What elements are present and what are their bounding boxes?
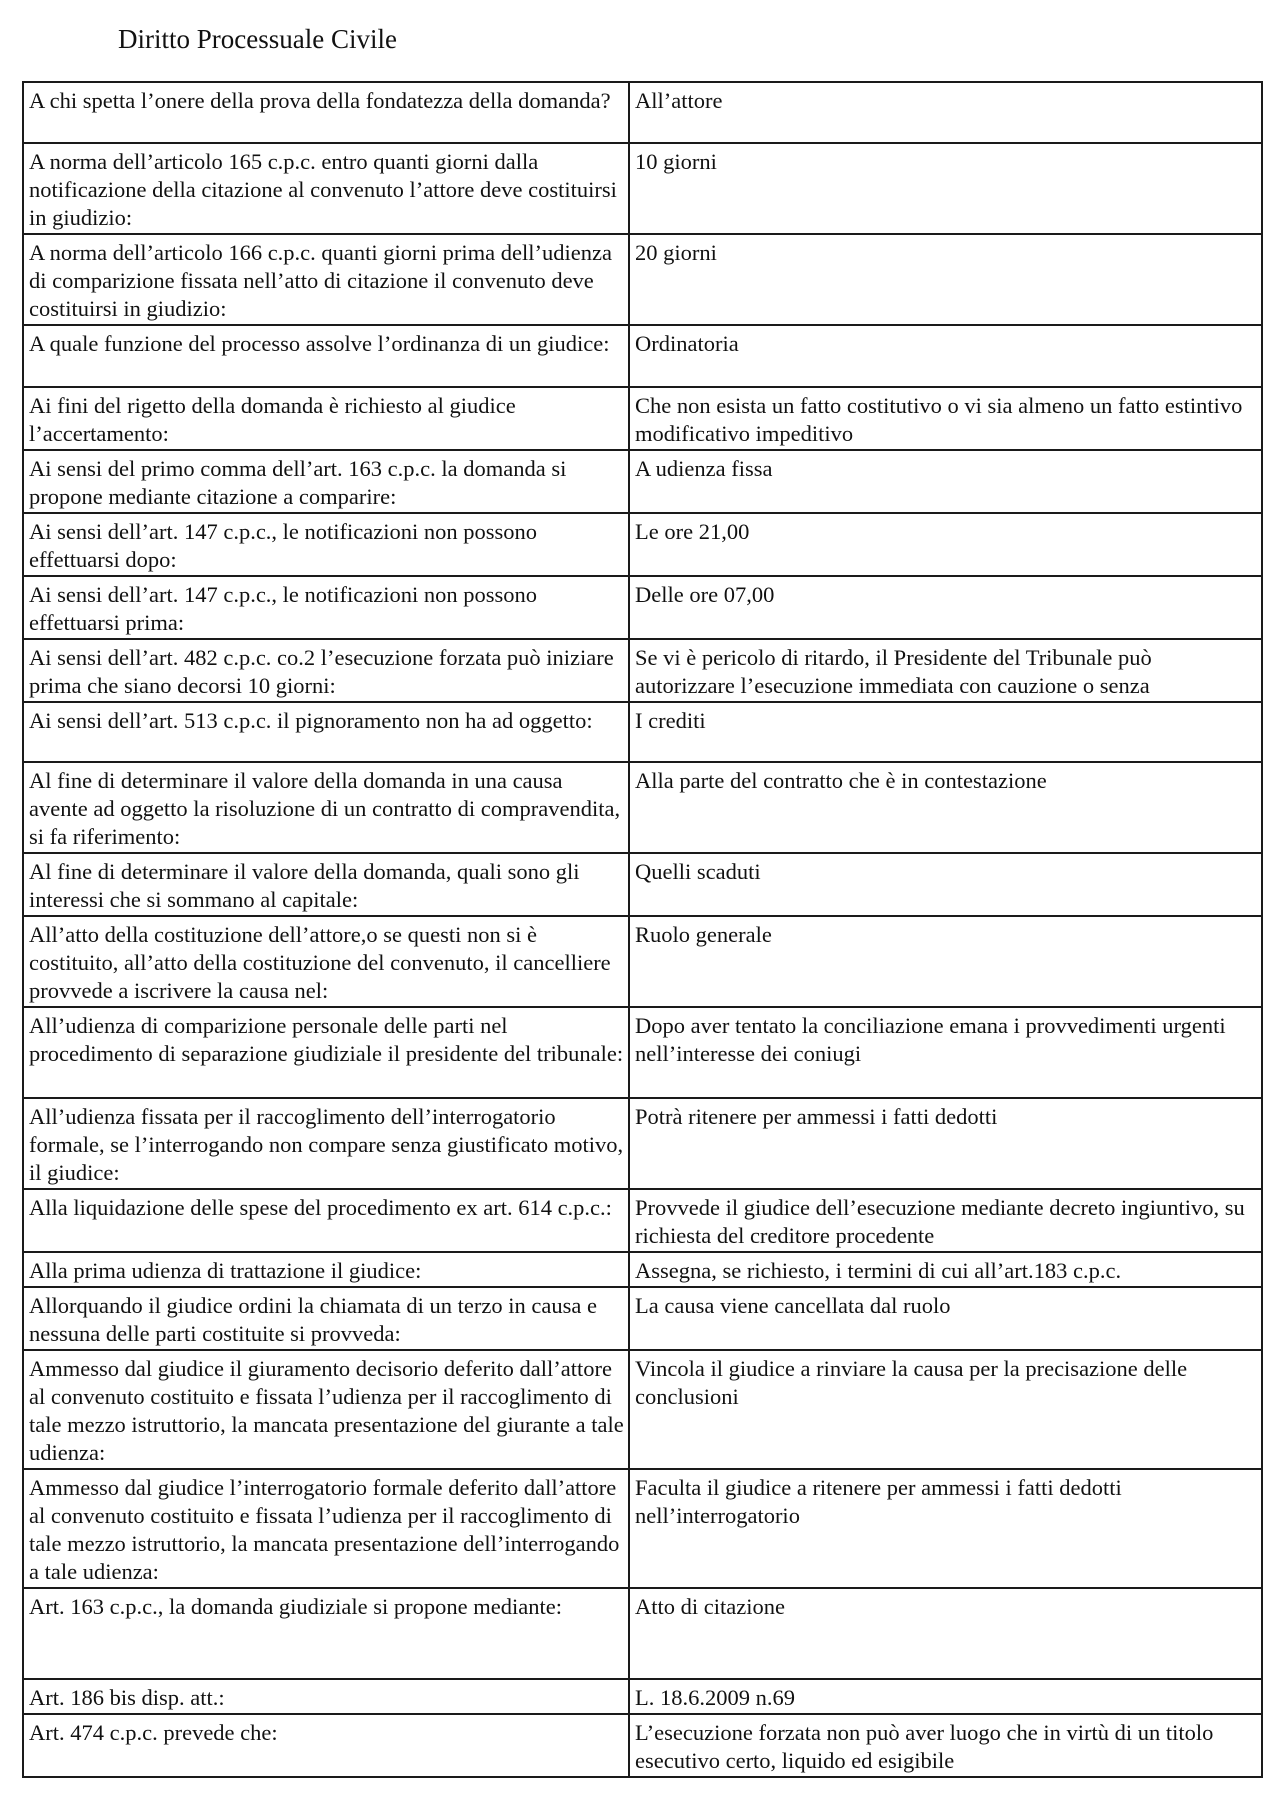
answer-cell: Che non esista un fatto costitutivo o vi sia almeno un fatto estintivo modificativo impeditivo <box>629 387 1262 450</box>
question-cell: Al fine di determinare il valore della domanda in una causa avente ad oggetto la risoluzione di un contratto di compravendita, si fa riferimento: <box>23 762 629 853</box>
table-row <box>23 1714 1262 1777</box>
answer-cell: Atto di citazione <box>629 1588 1262 1679</box>
table-row <box>23 1007 1262 1098</box>
answer-cell: Ruolo generale <box>629 916 1262 1007</box>
question-cell: All’udienza di comparizione personale delle parti nel procedimento di separazione giudiziale il presidente del tribunale: <box>23 1007 629 1098</box>
table-row <box>23 762 1262 853</box>
table-row <box>23 1350 1262 1469</box>
table-row <box>23 576 1262 639</box>
answer-cell: L’esecuzione forzata non può aver luogo che in virtù di un titolo esecutivo certo, liquido ed esigibile <box>629 1714 1262 1777</box>
answer-cell: I crediti <box>629 702 1262 762</box>
question-cell: Ammesso dal giudice l’interrogatorio formale deferito dall’attore al convenuto costituito e fissata l’udienza per il raccoglimento di tale mezzo istruttorio, la mancata presentazione dell’interrogando a tale udienza: <box>23 1469 629 1588</box>
answer-cell: Delle ore 07,00 <box>629 576 1262 639</box>
question-cell: Ai sensi del primo comma dell’art. 163 c.p.c. la domanda si propone mediante citazione a comparire: <box>23 450 629 513</box>
answer-cell: Faculta il giudice a ritenere per ammessi i fatti dedotti nell’interrogatorio <box>629 1469 1262 1588</box>
question-cell: A quale funzione del processo assolve l’ordinanza di un giudice: <box>23 325 629 387</box>
table-row <box>23 1189 1262 1252</box>
question-cell: Alla prima udienza di trattazione il giudice: <box>23 1252 629 1287</box>
table-row <box>23 513 1262 576</box>
answer-cell: 20 giorni <box>629 234 1262 325</box>
question-cell: Ai sensi dell’art. 147 c.p.c., le notificazioni non possono effettuarsi dopo: <box>23 513 629 576</box>
question-cell: All’udienza fissata per il raccoglimento dell’interrogatorio formale, se l’interrogando non compare senza giustificato motivo, il giudice: <box>23 1098 629 1189</box>
table-row <box>23 387 1262 450</box>
table-row <box>23 853 1262 916</box>
table-row <box>23 1679 1262 1714</box>
answer-cell: A udienza fissa <box>629 450 1262 513</box>
question-cell: Art. 163 c.p.c., la domanda giudiziale si propone mediante: <box>23 1588 629 1679</box>
answer-cell: Assegna, se richiesto, i termini di cui all’art.183 c.p.c. <box>629 1252 1262 1287</box>
question-cell: All’atto della costituzione dell’attore,o se questi non si è costituito, all’atto della costituzione del convenuto, il cancelliere provvede a iscrivere la causa nel: <box>23 916 629 1007</box>
table-row <box>23 450 1262 513</box>
answer-cell: Provvede il giudice dell’esecuzione mediante decreto ingiuntivo, su richiesta del creditore procedente <box>629 1189 1262 1252</box>
table-row <box>23 1098 1262 1189</box>
table-row <box>23 1469 1262 1588</box>
answer-cell: La causa viene cancellata dal ruolo <box>629 1287 1262 1350</box>
question-cell: A norma dell’articolo 166 c.p.c. quanti giorni prima dell’udienza di comparizione fissata nell’atto di citazione il convenuto deve costituirsi in giudizio: <box>23 234 629 325</box>
table-row <box>23 916 1262 1007</box>
question-cell: Alla liquidazione delle spese del procedimento ex art. 614 c.p.c.: <box>23 1189 629 1252</box>
table-row <box>23 325 1262 387</box>
question-cell: Ai sensi dell’art. 147 c.p.c., le notificazioni non possono effettuarsi prima: <box>23 576 629 639</box>
answer-cell: Alla parte del contratto che è in contestazione <box>629 762 1262 853</box>
answer-cell: L. 18.6.2009 n.69 <box>629 1679 1262 1714</box>
answer-cell: Vincola il giudice a rinviare la causa per la precisazione delle conclusioni <box>629 1350 1262 1469</box>
table-row <box>23 82 1262 143</box>
table-row <box>23 234 1262 325</box>
question-cell: Art. 186 bis disp. att.: <box>23 1679 629 1714</box>
answer-cell: Ordinatoria <box>629 325 1262 387</box>
question-cell: Allorquando il giudice ordini la chiamata di un terzo in causa e nessuna delle parti costituite si provveda: <box>23 1287 629 1350</box>
table-row <box>23 1287 1262 1350</box>
question-cell: Al fine di determinare il valore della domanda, quali sono gli interessi che si sommano al capitale: <box>23 853 629 916</box>
table-row <box>23 702 1262 762</box>
answer-cell: All’attore <box>629 82 1262 143</box>
page-title: Diritto Processuale Civile <box>118 24 397 54</box>
answer-cell: Quelli scaduti <box>629 853 1262 916</box>
question-cell: Ammesso dal giudice il giuramento decisorio deferito dall’attore al convenuto costituito e fissata l’udienza per il raccoglimento di tale mezzo istruttorio, la mancata presentazione del giurante a tale udienza: <box>23 1350 629 1469</box>
answer-cell: Dopo aver tentato la conciliazione emana i provvedimenti urgenti nell’interesse dei coniugi <box>629 1007 1262 1098</box>
answer-cell: Se vi è pericolo di ritardo, il Presidente del Tribunale può autorizzare l’esecuzione immediata con cauzione o senza <box>629 639 1262 702</box>
question-cell: Ai sensi dell’art. 513 c.p.c. il pignoramento non ha ad oggetto: <box>23 702 629 762</box>
table-row <box>23 639 1262 702</box>
table-row <box>23 1252 1262 1287</box>
qa-table <box>22 81 1263 1778</box>
answer-cell: Le ore 21,00 <box>629 513 1262 576</box>
answer-cell: 10 giorni <box>629 143 1262 234</box>
question-cell: Ai sensi dell’art. 482 c.p.c. co.2 l’esecuzione forzata può iniziare prima che siano decorsi 10 giorni: <box>23 639 629 702</box>
question-cell: A chi spetta l’onere della prova della fondatezza della domanda? <box>23 82 629 143</box>
question-cell: A norma dell’articolo 165 c.p.c. entro quanti giorni dalla notificazione della citazione al convenuto l’attore deve costituirsi in giudizio: <box>23 143 629 234</box>
table-row <box>23 1588 1262 1679</box>
question-cell: Ai fini del rigetto della domanda è richiesto al giudice l’accertamento: <box>23 387 629 450</box>
table-row <box>23 143 1262 234</box>
answer-cell: Potrà ritenere per ammessi i fatti dedotti <box>629 1098 1262 1189</box>
question-cell: Art. 474 c.p.c. prevede che: <box>23 1714 629 1777</box>
